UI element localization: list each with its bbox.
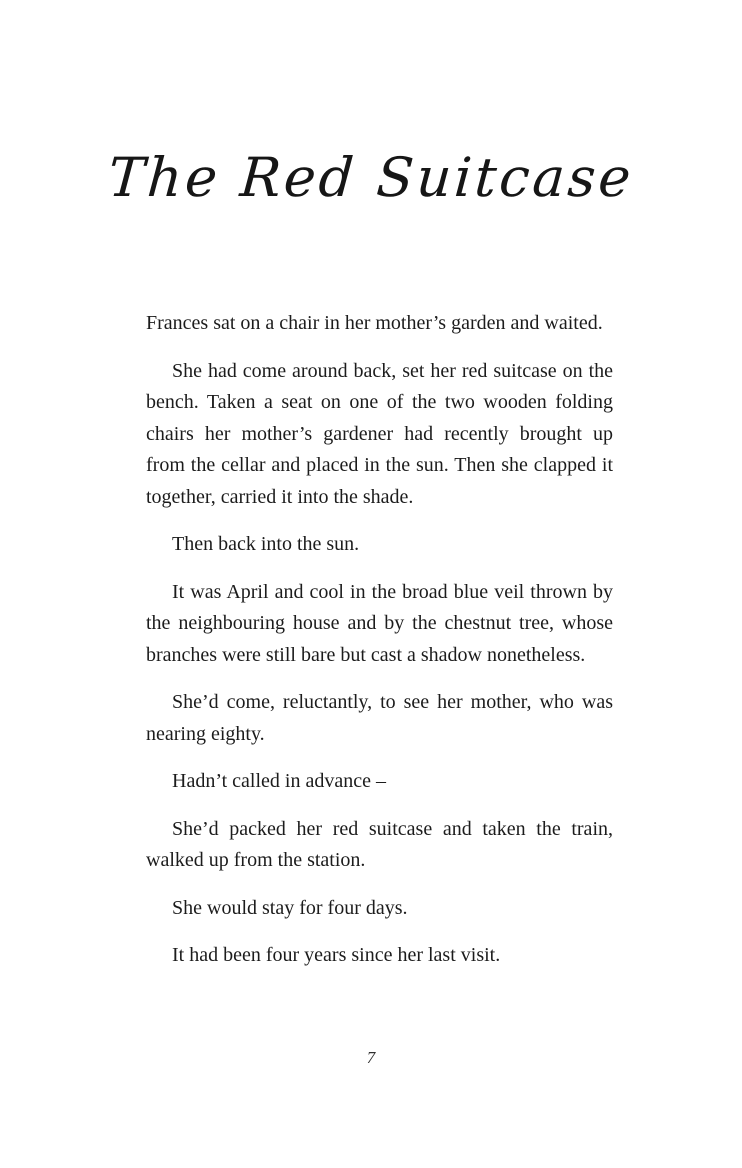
body-text <box>146 308 613 988</box>
paragraph: She had come around back, set her red suitcase on the bench. Taken a seat on one of the two wooden folding chairs her mother’s gardener had recently brought up from the cellar and placed in the sun. Then she clapped it together, carried it into the shade. <box>146 359 613 508</box>
paragraph: Frances sat on a chair in her mother’s garden and waited. <box>146 312 603 334</box>
paragraph: It had been four years since her last visit. <box>172 944 501 966</box>
chapter-title: The Red Suitcase <box>106 146 636 209</box>
paragraph: Then back into the sun. <box>172 533 360 555</box>
paragraph: It was April and cool in the broad blue veil thrown by the neighbouring house and by the chestnut tree, whose branches were still bare but cast a shadow nonetheless. <box>146 580 613 666</box>
paragraph: She’d come, reluctantly, to see her mother, who was nearing eighty. <box>146 691 613 745</box>
paragraph: She’d packed her red suitcase and taken the train, walked up from the station. <box>146 817 613 871</box>
page-number: 7 <box>366 1048 376 1067</box>
paragraph: She would stay for four days. <box>172 896 408 919</box>
paragraph: Hadn’t called in advance – <box>172 770 386 792</box>
